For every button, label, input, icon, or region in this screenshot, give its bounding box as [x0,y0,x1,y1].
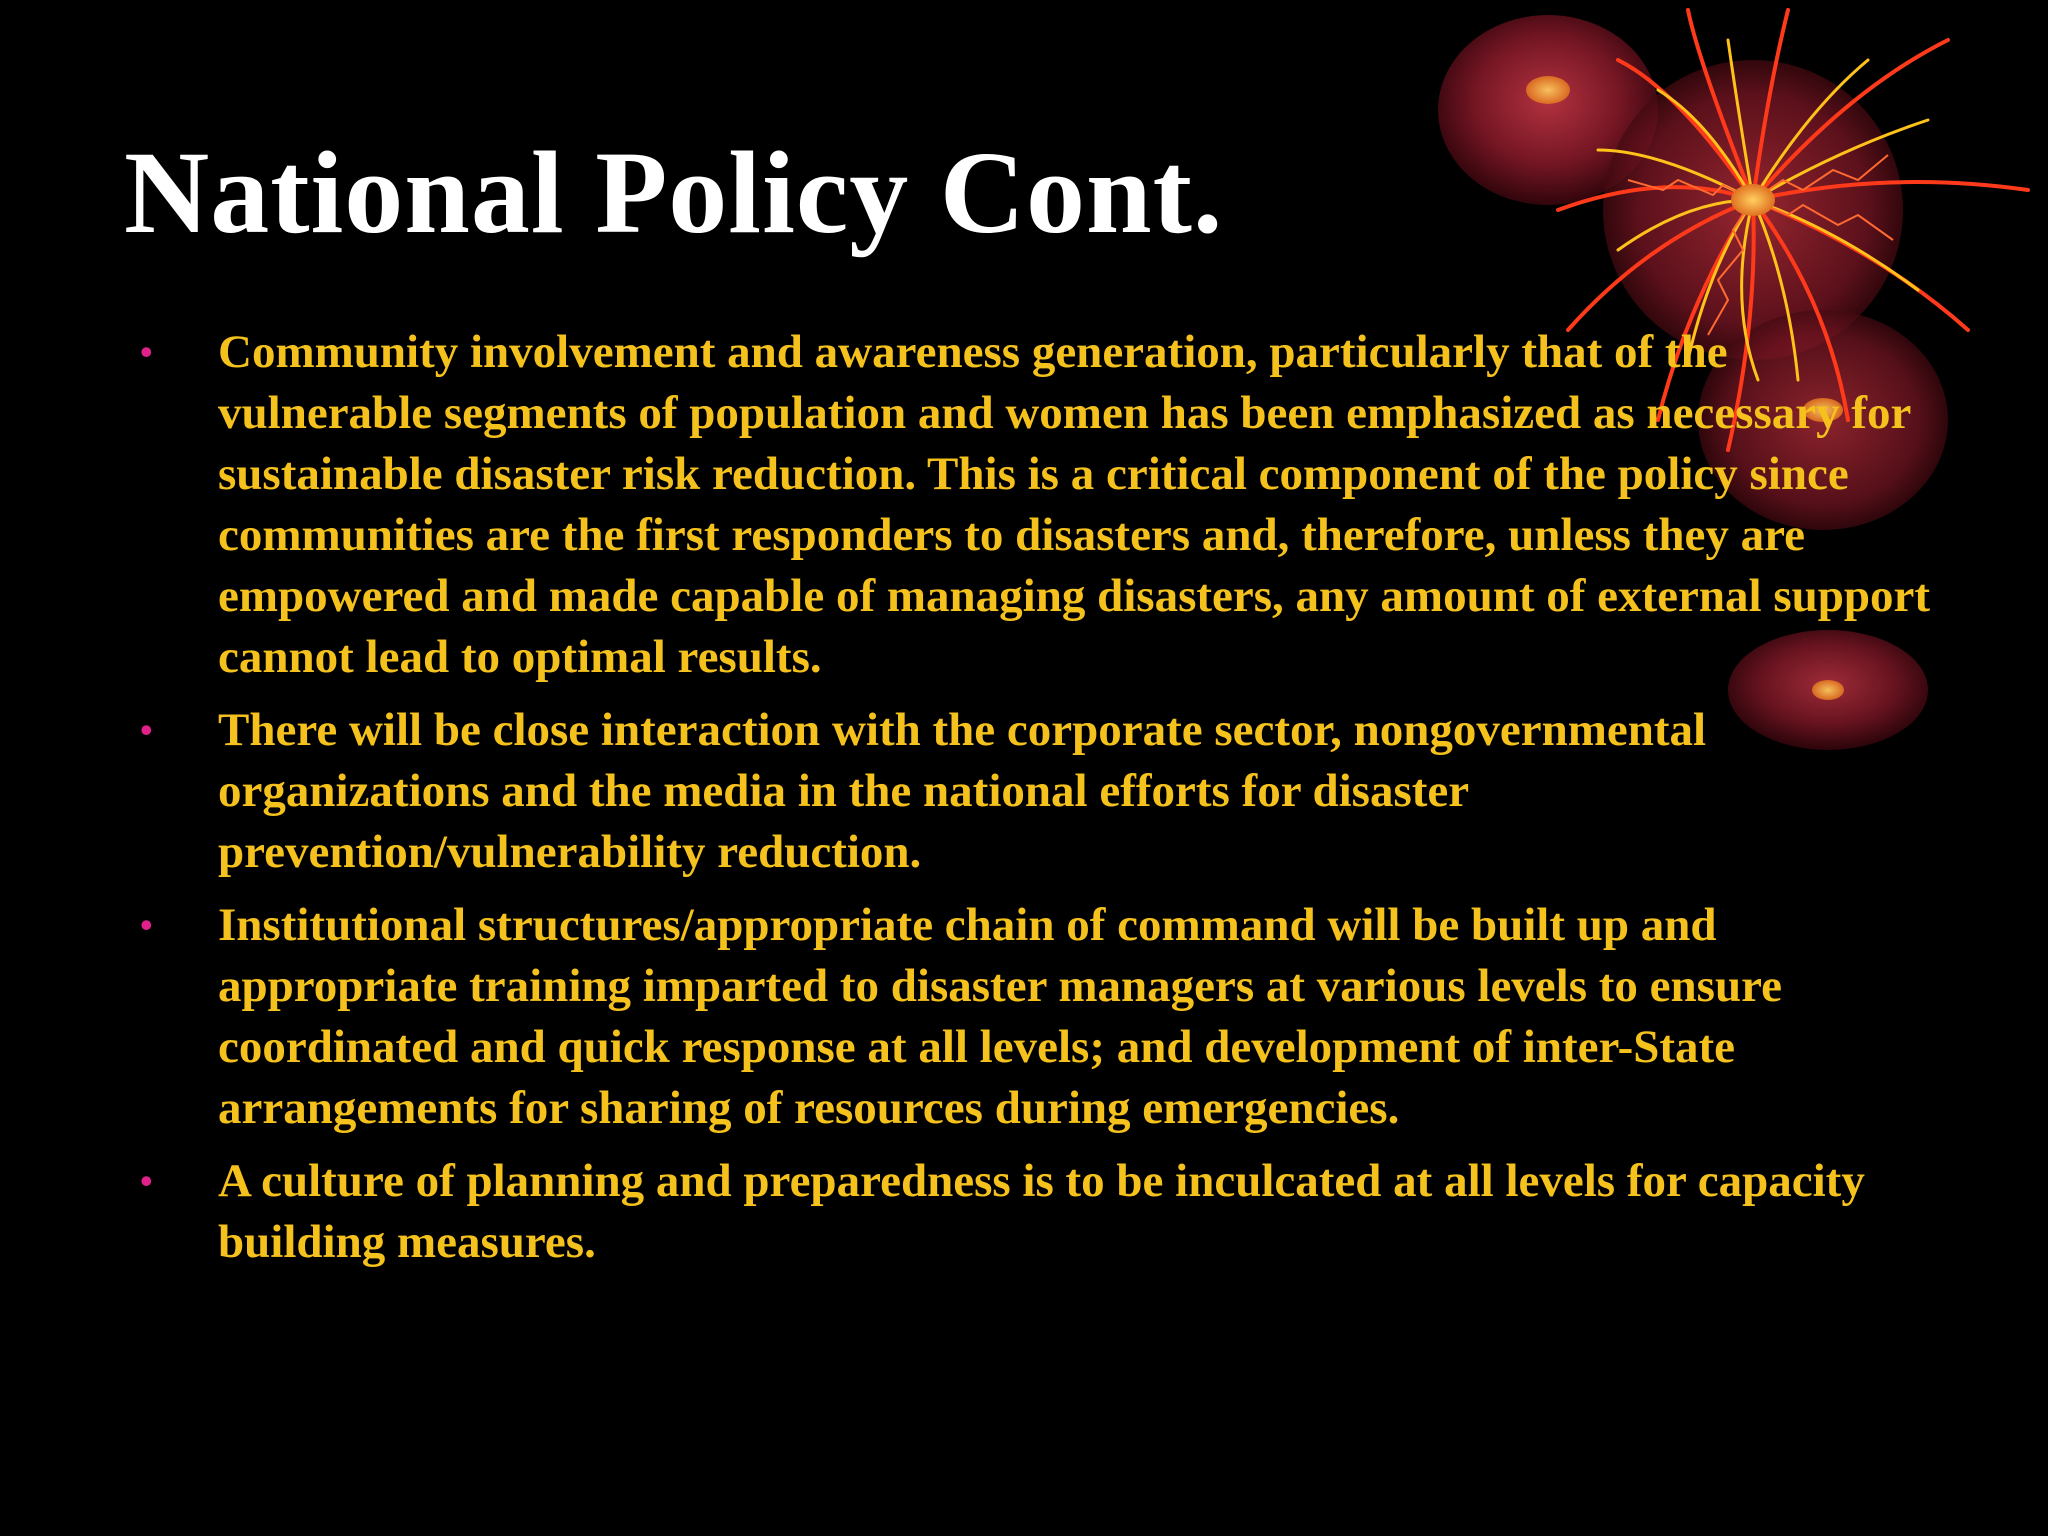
bullet-icon: • [140,905,153,945]
bullet-icon: • [140,332,153,372]
slide-title: National Policy Cont. [124,127,1224,258]
bullet-text: Institutional structures/appropriate chain of command will be built up and appropriate training imparted to disaster managers at various levels to ensure coordinated and quick response at all levels; and development of inter-State arrangements for sharing of resources during emergencies. [218,899,1782,1134]
bullet-list [140,322,1940,1285]
bullet-item [140,1151,1940,1273]
bullet-icon: • [140,710,153,750]
bullet-text: A culture of planning and preparedness is to be inculcated at all levels for capacity building measures. [218,1155,1865,1268]
bullet-item [140,895,1940,1139]
bullet-item [140,700,1940,883]
bullet-text: Community involvement and awareness generation, particularly that of the vulnerable segments of population and women has been emphasized as necessary for sustainable disaster risk reduction. This is a critical component of the policy since communities are the first responders to disasters and, therefore, unless they are empowered and made capable of managing disasters, any amount of external support cannot lead to optimal results. [218,326,1931,683]
bullet-item [140,322,1940,688]
bullet-icon: • [140,1161,153,1201]
bullet-text: There will be close interaction with the corporate sector, nongovernmental organizations and the media in the national efforts for disaster prevention/vulnerability reduction. [218,704,1707,878]
